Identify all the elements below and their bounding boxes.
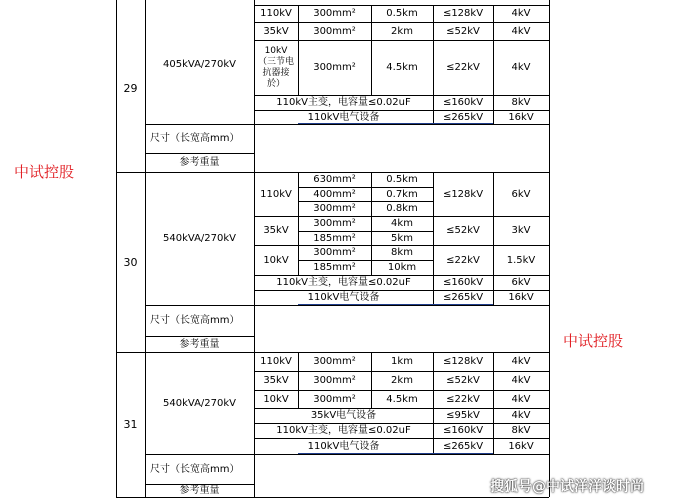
row-number: 30 — [123, 255, 138, 269]
cell: 6kV — [511, 277, 531, 288]
cell: 16kV — [508, 440, 534, 452]
cell: 35kV — [263, 375, 289, 386]
cell: 35kV电气设备 — [310, 410, 377, 421]
cell: ≤160kV — [442, 97, 484, 108]
cell: 35kV — [263, 225, 289, 236]
cell: 4kV — [511, 62, 531, 73]
cell: ≤52kV — [446, 375, 480, 386]
cell: 110kV — [260, 8, 292, 19]
model-rating: 540kVA/270kV — [162, 233, 236, 244]
cell: ≤52kV — [446, 25, 480, 37]
cell: 110kV主变，电容量≤0.02uF — [276, 425, 411, 436]
size-label: 尺寸（长宽高mm） — [150, 315, 240, 326]
cell: 10kV — [263, 393, 289, 405]
cell: 3kV — [511, 225, 531, 236]
cell: 16kV — [508, 111, 534, 123]
cell: 2km — [391, 25, 413, 37]
row-number: 31 — [123, 418, 138, 431]
cell: 1km — [391, 356, 413, 367]
cell: ≤265kV — [442, 292, 484, 303]
cell: 4kV — [511, 375, 531, 386]
cell: ≤22kV — [446, 393, 480, 405]
cell: ≤128kV — [442, 356, 484, 367]
cell: 1.5kV — [506, 254, 536, 266]
cell: 10kV — [263, 254, 289, 266]
cell: 300mm² — [313, 356, 356, 367]
footer-watermark: 搜狐号@中试洋洋谈时尚 — [490, 479, 644, 495]
cell: 0.5km — [386, 8, 418, 19]
cell: 10kV（三节电抗器接於） — [257, 45, 294, 89]
cell: 5km — [391, 232, 413, 244]
row-number: 29 — [123, 82, 138, 95]
cell: 300mm² — [313, 247, 356, 258]
cell: 8kV — [511, 97, 531, 108]
cell: ≤160kV — [442, 277, 484, 288]
weight-label: 参考重量 — [179, 338, 220, 350]
cell: ≤95kV — [446, 410, 480, 421]
cell: 300mm² — [313, 375, 356, 386]
cell: 300mm² — [313, 62, 356, 73]
cell: 110kV — [260, 188, 292, 200]
cell: 2km — [391, 375, 413, 386]
cell: ≤265kV — [442, 440, 484, 452]
cell: 6kV — [511, 188, 531, 200]
cell: 0.8km — [386, 203, 418, 214]
weight-label: 参考重量 — [179, 485, 220, 496]
cell: ≤265kV — [442, 111, 484, 123]
cell: 110kV — [260, 356, 292, 367]
cell: 300mm² — [313, 25, 356, 37]
cell: 10km — [387, 262, 417, 273]
model-rating: 540kVA/270kV — [162, 397, 236, 409]
cell: 4kV — [511, 8, 531, 19]
cell: 0.5km — [386, 174, 418, 185]
cell: 4kV — [511, 356, 531, 367]
cell: 35kV — [263, 25, 289, 37]
cell: ≤128kV — [442, 188, 484, 200]
watermark-right: 中试控股 — [563, 332, 624, 350]
cell: ≤160kV — [442, 425, 484, 436]
cell: 8kV — [511, 425, 531, 436]
cell: 400mm² — [313, 188, 356, 200]
cell: 300mm² — [313, 393, 356, 405]
cell: 4kV — [511, 393, 531, 405]
weight-label: 参考重量 — [179, 157, 220, 168]
cell: 0.7km — [386, 188, 418, 200]
cell: 630mm² — [313, 174, 356, 185]
cell: 300mm² — [313, 203, 356, 214]
cell: 110kV电气设备 — [307, 440, 380, 452]
cell: 8km — [391, 247, 413, 258]
cell: 300mm² — [313, 218, 356, 229]
model-rating: 405kVA/270kV — [162, 59, 236, 70]
cell: ≤22kV — [446, 254, 480, 266]
cell: ≤52kV — [446, 225, 480, 236]
cell: 4kV — [511, 410, 531, 421]
cell: 4.5km — [386, 393, 418, 405]
cell: ≤22kV — [446, 62, 480, 73]
cell: 4.5km — [386, 62, 418, 73]
cell: 110kV电气设备 — [307, 111, 380, 123]
cell: 4kV — [511, 25, 531, 37]
size-label: 尺寸（长宽高mm） — [150, 463, 240, 475]
cell: 185mm² — [313, 262, 356, 273]
cell: 4km — [391, 218, 413, 229]
cell: 110kV主变，电容量≤0.02uF — [276, 277, 411, 288]
cell: 110kV主变，电容量≤0.02uF — [276, 97, 411, 108]
cell: 185mm² — [313, 232, 356, 244]
size-label: 尺寸（长宽高mm） — [150, 133, 240, 144]
cell: 300mm² — [313, 8, 356, 19]
cell: 16kV — [508, 292, 534, 303]
cell: ≤128kV — [442, 8, 484, 19]
cell: 110kV电气设备 — [307, 292, 380, 303]
watermark-left: 中试控股 — [14, 163, 75, 181]
